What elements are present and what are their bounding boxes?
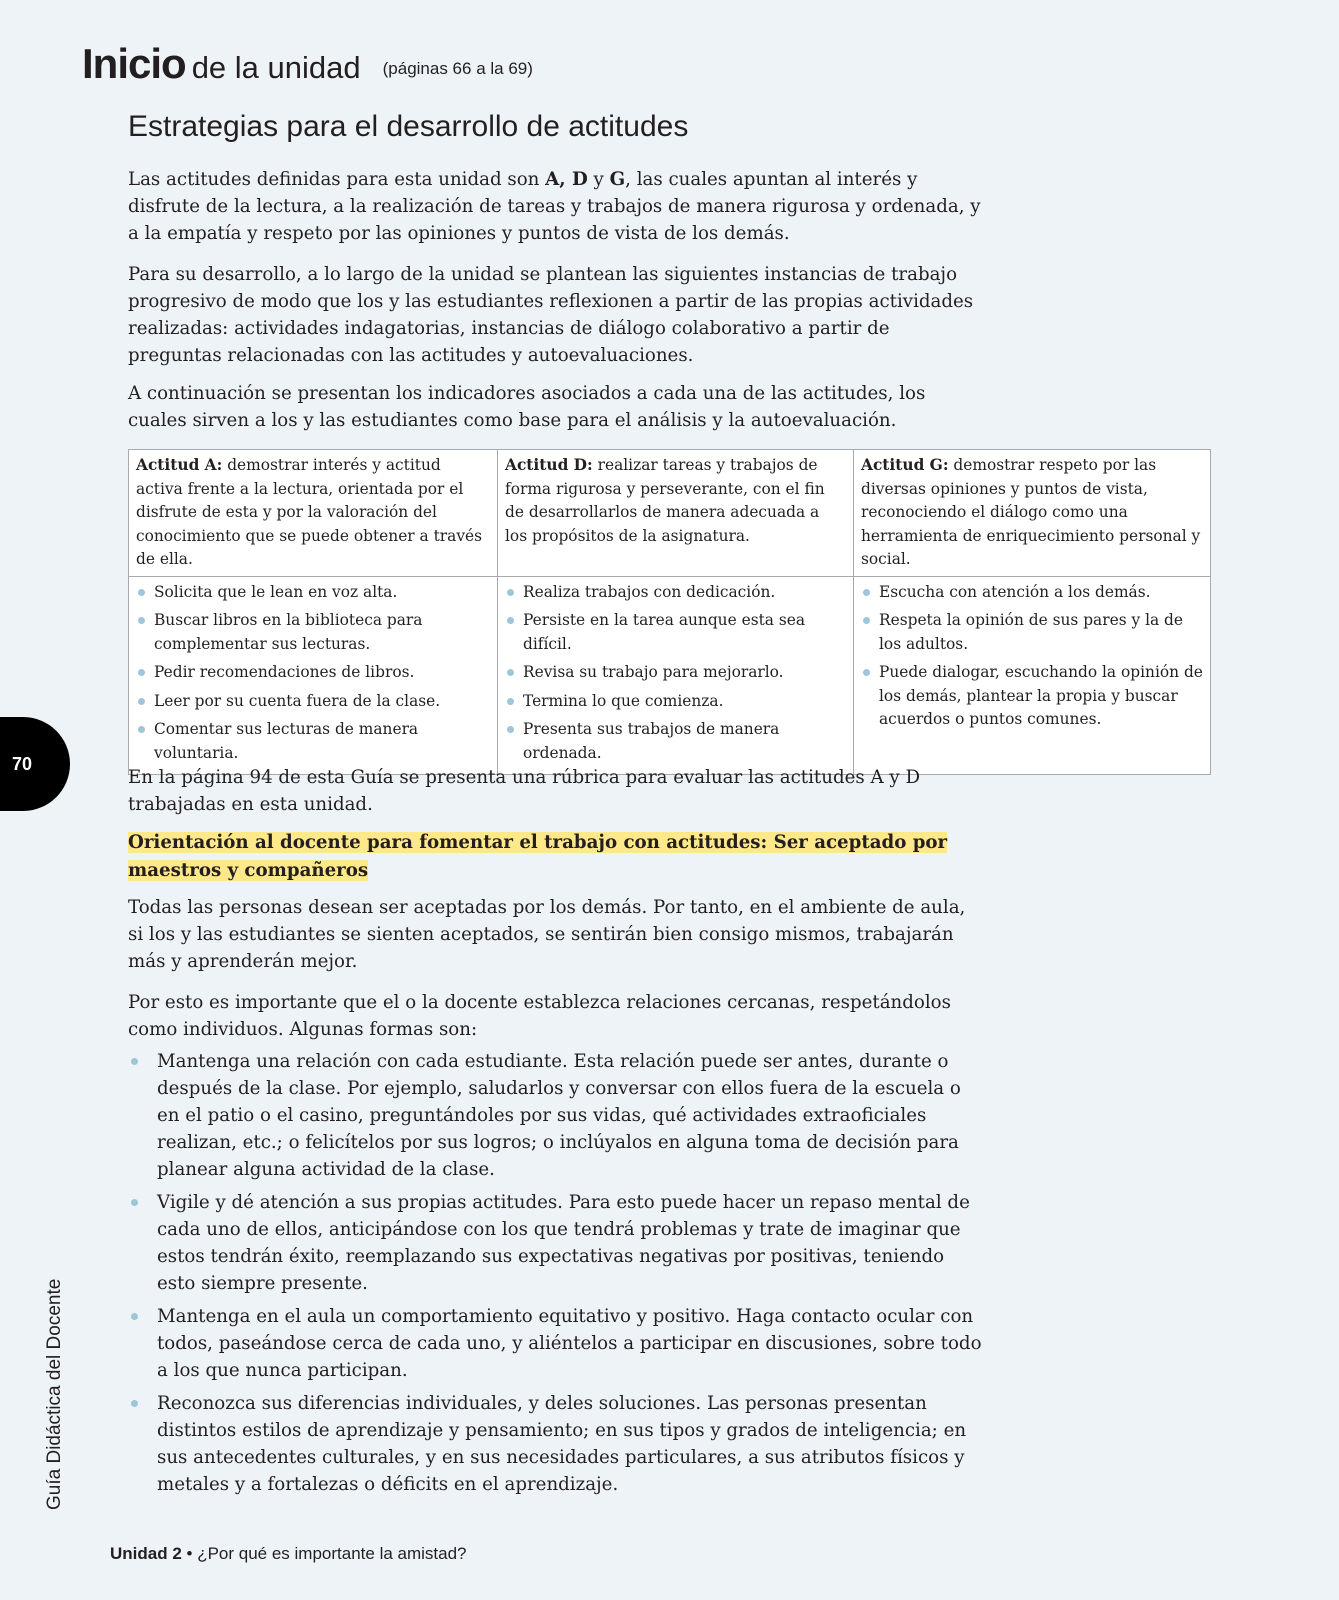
list-item: Leer por su cuenta fuera de la clase. <box>136 690 490 714</box>
page-range-note: (páginas 66 a la 69) <box>382 59 533 78</box>
list-item: Respeta la opinión de sus pares y la de los adultos. <box>861 609 1203 656</box>
intro-text: , las cuales apuntan al interés y disfrute de la lectura, a la realización de tareas y trabajos de manera rigurosa y ordenada, y a la empatía y respeto por las opiniones y puntos de vista de los demás. <box>128 169 981 244</box>
orientation-bullet-list <box>128 1048 983 1504</box>
list-item: Presenta sus trabajos de manera ordenada. <box>505 718 846 765</box>
list-item: Pedir recomendaciones de libros. <box>136 661 490 685</box>
page-title-main: Inicio <box>82 40 186 87</box>
list-item: Persiste en la tarea aunque esta sea difícil. <box>505 609 846 656</box>
intro-text: y <box>587 169 610 190</box>
attitude-a-label: Actitud A: <box>136 456 223 474</box>
orientation-heading-text: Orientación al docente para fomentar el trabajo con actitudes: Ser aceptado por maestros y compañeros <box>128 832 948 881</box>
list-item: Mantenga una relación con cada estudiante. Esta relación puede ser antes, durante o después de la clase. Por ejemplo, saludarlos y conversar con ellos fuera de la escuela o en el patio o el casino, preguntándoles por sus vidas, qué actividades extraoficiales realizan, etc.; o felicítelos por sus logros; o inclúyalos en alguna toma de decisión para planear alguna actividad de la clase. <box>128 1048 983 1183</box>
attitude-g-cell <box>854 450 1211 577</box>
section-heading: Estrategias para el desarrollo de actitudes <box>128 110 689 143</box>
list-item: Revisa su trabajo para mejorarlo. <box>505 661 846 685</box>
attitude-g-description: demostrar respeto por las diversas opiniones y puntos de vista, reconociendo el diálogo como una herramienta de enriquecimiento personal y social. <box>861 456 1201 568</box>
footer-separator: • <box>181 1544 198 1563</box>
list-item: Vigile y dé atención a sus propias actitudes. Para esto puede hacer un repaso mental de cada uno de ellos, anticipándose con los que tendrá problemas y trate de imaginar que estos tendrán éxito, reemplazando sus expectativas negativas por positivas, teniendo esto siempre presente. <box>128 1189 983 1297</box>
footer <box>110 1544 467 1564</box>
table-indicator-row <box>129 576 1211 775</box>
list-item: Escucha con atención a los demás. <box>861 581 1203 605</box>
attitude-a-cell <box>129 450 498 577</box>
list-item: Reconozca sus diferencias individuales, y deles soluciones. Las personas presentan distintos estilos de aprendizaje y pensamiento; en sus tipos y grados de inteligencia; en sus antecedentes culturales, y en sus necesidades particulares, a sus atributos físicos y metales y a fortalezas o déficits en el aprendizaje. <box>128 1390 983 1498</box>
list-item: Buscar libros en la biblioteca para complementar sus lecturas. <box>136 609 490 656</box>
page-number: 70 <box>11 754 33 774</box>
page-title <box>82 40 533 88</box>
list-item: Realiza trabajos con dedicación. <box>505 581 846 605</box>
side-label: Guía Didáctica del Docente <box>44 1278 65 1510</box>
page-number-tab <box>0 717 70 811</box>
list-item: Solicita que le lean en voz alta. <box>136 581 490 605</box>
footer-unit: Unidad 2 <box>110 1544 182 1563</box>
attitude-d-cell <box>498 450 854 577</box>
orientation-paragraph-2: Por esto es importante que el o la docente establezca relaciones cercanas, respetándolos como individuos. Algunas formas son: <box>128 992 951 1040</box>
list-item: Mantenga en el aula un comportamiento equitativo y positivo. Haga contacto ocular con todos, paseándose cerca de cada uno, y aliéntelos a participar en discusiones, sobre todo a los que nunca participan. <box>128 1303 983 1384</box>
intro-text: Las actitudes definidas para esta unidad son <box>128 169 546 190</box>
attitude-a-indicators <box>129 576 498 775</box>
intro-paragraph-1 <box>128 166 983 247</box>
intro-paragraph-3: A continuación se presentan los indicadores asociados a cada una de las actitudes, los cuales sirven a los y las estudiantes como base para el análisis y la autoevaluación. <box>128 383 926 431</box>
list-item: Termina lo que comienza. <box>505 690 846 714</box>
attitudes-table <box>128 449 1211 775</box>
attitude-code-g: G <box>609 169 626 190</box>
orientation-paragraph-1: Todas las personas desean ser aceptadas por los demás. Por tanto, en el ambiente de aula, si los y las estudiantes se sienten aceptados, se sentirán bien consigo mismos, trabajarán más y aprenderán mejor. <box>128 897 966 972</box>
attitude-codes: A, D <box>545 169 588 190</box>
table-header-row <box>129 450 1211 577</box>
attitude-a-description: demostrar interés y actitud activa frente a la lectura, orientada por el disfrute de esta y por la valoración del conocimiento que se puede obtener a través de ella. <box>136 456 483 568</box>
intro-paragraph-2: Para su desarrollo, a lo largo de la unidad se plantean las siguientes instancias de trabajo progresivo de modo que los y las estudiantes reflexionen a partir de las propias actividades realizadas: actividades indagatorias, instancias de diálogo colaborativo a partir de preguntas relacionadas con las actitudes y autoevaluaciones. <box>128 264 974 366</box>
page-title-rest: de la unidad <box>191 50 361 85</box>
attitude-g-label: Actitud G: <box>861 456 949 474</box>
attitude-d-indicators <box>498 576 854 775</box>
list-item: Puede dialogar, escuchando la opinión de los demás, plantear la propia y buscar acuerdos o puntos comunes. <box>861 661 1203 732</box>
attitude-g-indicators <box>854 576 1211 775</box>
attitude-d-label: Actitud D: <box>505 456 593 474</box>
footer-question: ¿Por qué es importante la amistad? <box>197 1544 467 1563</box>
rubric-note: En la página 94 de esta Guía se presenta una rúbrica para evaluar las actitudes A y D trabajadas en esta unidad. <box>128 767 921 815</box>
orientation-heading <box>128 829 983 885</box>
list-item: Comentar sus lecturas de manera voluntaria. <box>136 718 490 765</box>
attitude-d-description: realizar tareas y trabajos de forma rigurosa y perseverante, con el fin de desarrollarlos de manera adecuada a los propósitos de la asignatura. <box>505 456 825 545</box>
